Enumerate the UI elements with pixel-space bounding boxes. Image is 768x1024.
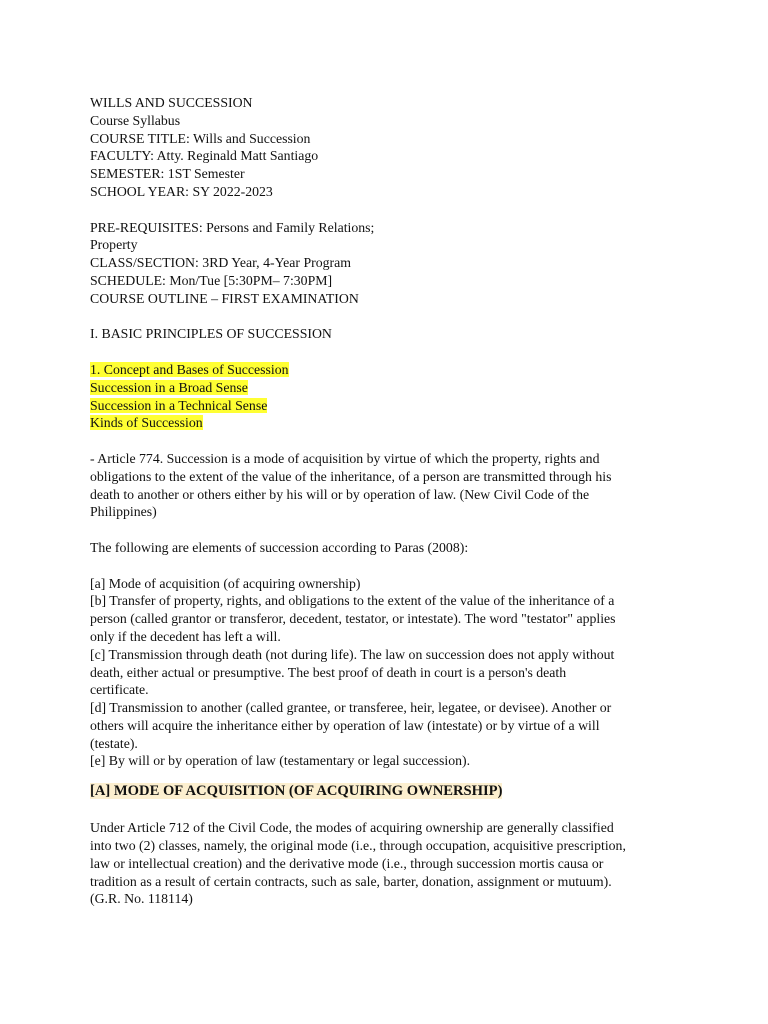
element-line: [b] Transfer of property, rights, and obligations to the extent of the value of the inheritance of a <box>90 593 615 609</box>
highlighted-item <box>90 379 690 397</box>
semester: SEMESTER: 1ST Semester <box>90 166 245 182</box>
element-line: [e] By will or by operation of law (testamentary or legal succession). <box>90 753 471 769</box>
spacer <box>90 201 690 219</box>
spacer <box>90 770 690 780</box>
element-line: certificate. <box>90 682 149 698</box>
highlight-text: Succession in a Technical Sense <box>90 397 268 413</box>
element-line: only if the decedent has left a will. <box>90 628 281 644</box>
spacer <box>90 557 690 575</box>
article-line: - Article 774. Succession is a mode of acquisition by virtue of which the property, rights and <box>90 450 600 466</box>
school-year: SCHOOL YEAR: SY 2022-2023 <box>90 183 273 199</box>
schedule: SCHEDULE: Mon/Tue [5:30PM– 7:30PM] <box>90 272 333 288</box>
faculty: FACULTY: Atty. Reginald Matt Santiago <box>90 148 319 164</box>
document-title: WILLS AND SUCCESSION <box>90 95 253 110</box>
section-heading: I. BASIC PRINCIPLES OF SUCCESSION <box>90 326 332 342</box>
element-line: [a] Mode of acquisition (of acquiring ownership) <box>90 575 361 591</box>
closing-line: (G.R. No. 118114) <box>90 891 193 907</box>
highlight-text: Succession in a Broad Sense <box>90 379 248 395</box>
closing-line: law or intellectual creation) and the derivative mode (i.e., through succession mortis causa or <box>90 855 604 871</box>
course-title: COURSE TITLE: Wills and Succession <box>90 130 311 146</box>
element-line: person (called grantor or transferor, decedent, testator, or intestate). The word "testator" applies <box>90 611 616 627</box>
spacer <box>90 521 690 539</box>
article-line: death to another or others either by his will or by operation of law. (New Civil Code of the <box>90 486 590 502</box>
spacer <box>90 432 690 450</box>
article-line: obligations to the extent of the value of the inheritance, of a person are transmitted through his <box>90 468 612 484</box>
article-line: Philippines) <box>90 504 157 520</box>
element-line: [d] Transmission to another (called grantee, or transferee, heir, legatee, or devisee). Another or <box>90 700 612 716</box>
document-body <box>90 94 690 908</box>
closing-line: Under Article 712 of the Civil Code, the modes of acquiring ownership are generally classified <box>90 820 614 836</box>
highlight-text: Kinds of Succession <box>90 415 203 431</box>
highlighted-item <box>90 397 690 415</box>
prerequisites-line-2: Property <box>90 237 138 253</box>
elements-intro: The following are elements of succession according to Paras (2008): <box>90 539 469 555</box>
spacer <box>90 802 690 819</box>
document-subtitle: Course Syllabus <box>90 112 181 128</box>
closing-line: into two (2) classes, namely, the original mode (i.e., through occupation, acquisitive prescription, <box>90 838 626 854</box>
class-section: CLASS/SECTION: 3RD Year, 4-Year Program <box>90 255 351 271</box>
highlight-text: 1. Concept and Bases of Succession <box>90 361 289 377</box>
prerequisites-line-1: PRE-REQUISITES: Persons and Family Relations; <box>90 219 375 235</box>
highlighted-item <box>90 361 690 379</box>
element-line: (testate). <box>90 735 138 751</box>
element-line: death, either actual or presumptive. The best proof of death in court is a person's death <box>90 664 567 680</box>
element-line: others will acquire the inheritance either by operation of law (intestate) or by virtue of a will <box>90 717 600 733</box>
course-outline: COURSE OUTLINE – FIRST EXAMINATION <box>90 290 359 306</box>
subheading-text: [A] MODE OF ACQUISITION (OF ACQUIRING OWNERSHIP) <box>90 783 503 800</box>
spacer <box>90 343 690 361</box>
highlighted-item <box>90 414 690 432</box>
closing-line: tradition as a result of certain contracts, such as sale, barter, donation, assignment or mutuum). <box>90 873 612 889</box>
spacer <box>90 308 690 326</box>
subheading <box>90 780 690 802</box>
element-line: [c] Transmission through death (not during life). The law on succession does not apply without <box>90 646 615 662</box>
